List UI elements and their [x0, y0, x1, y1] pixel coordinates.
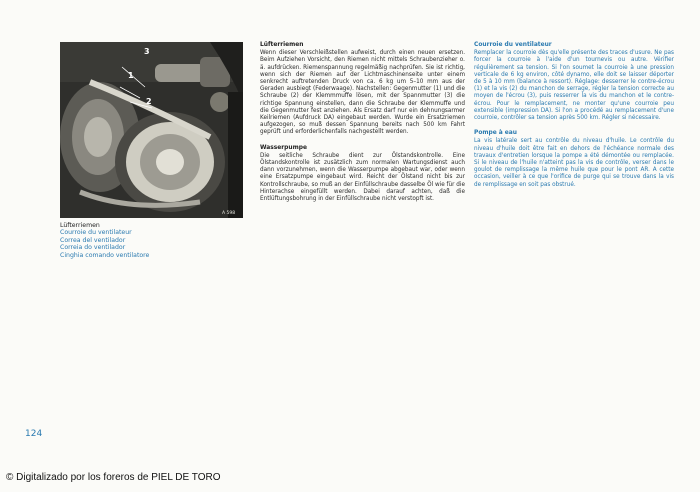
german-section-heading: Lüfterriemen [260, 42, 304, 48]
engine-photo [60, 42, 243, 218]
french-column [474, 42, 674, 192]
caption-line-french: Courroie du ventilateur [60, 229, 132, 237]
french-section-text: Remplacer la courroie dès qu'elle présente des traces d'usure. Ne pas forcer la courroie à l'aide d'un tournevis ou autre. Vérifier régulièrement sa tension. Si l'on soumet la courroie à une pression verticale de 6 kg environ, côté dynamo, elle doit se laisser déporter de 5 à 10 mm (balance à ressort). Réglage: desserrer le contre-écrou (1) et la vis (2) du manchon de serrage, régler la tension correcte au moyen de l'écrou (3), puis resserrer la vis du manchon et le contre-écrou. Pour le remplacement, ne monter qu'une courroie peu extensible (impression DA). Si l'on a procédé au remplacement d'une courroie, contrôler sa tension après 500 km. Régler si nécessaire. [474, 50, 674, 122]
photo-ref-code: A 598 [222, 211, 236, 216]
scan-credit: © Digitalizado por los foreros de PIEL DE TORO [6, 472, 221, 483]
french-section-heading: Courroie du ventilateur [474, 42, 552, 48]
callout-label: 1 [128, 71, 134, 80]
page-number: 124 [25, 429, 43, 439]
german-section-heading: Wasserpumpe [260, 144, 307, 151]
caption-line-italian: Cinghia comando ventilatore [60, 251, 150, 259]
callout-label: 3 [144, 47, 150, 56]
french-section-text: La vis latérale sert au contrôle du niveau d'huile. Le contrôle du niveau d'huile doit être fait en dehors de l'échéance normale des travaux d'entretien lorsque la pompe a été démontée ou remplacée. Si le niveau de l'huile n'atteint pas la vis de contrôle, verser dans le goulot de remplissage la même huile que pour le pont AR. A cette occasion, veiller à ce que l'orifice de purge qui se trouve dans la vis de remplissage en soit pas obstrué. [474, 138, 674, 188]
german-column [260, 42, 465, 206]
figure-caption [60, 222, 250, 259]
german-section-text: Wenn dieser Verschleißstellen aufweist, durch einen neuen ersetzen. Beim Aufziehen Vorsicht, den Riemen nicht mittels Schraubenzieher o. ä. aufdrücken. Riemenspannung regelmäßig nachprüfen. Sie ist richtig, wenn sich der Riemen auf der Lichtmaschinenseite unter einem senkrecht auftretenden Druck von ca. 6 kg um 5–10 mm aus der Geraden ausbiegt (Federwaage). Nachstellen: Gegenmutter (1) und die Schraube (2) der Klemmmuffe lösen, mit der Spannmutter (3) die richtige Spannung einstellen, dann die Schraube der Klemmuffe und die Gegenmutter fest anziehen. Als Ersatz darf nur ein dehnungsarmer Keilriemen (Aufdruck DA) eingebaut werden. Wurde ein Ersatzriemen aufgezogen, so muß dessen Spannung bereits nach 500 km Fahrt geprüft und erforderlichenfalls nachgestellt werden. [260, 50, 465, 136]
french-section-heading: Pompe à eau [474, 130, 517, 137]
engine-illustration [60, 42, 243, 218]
caption-line-portuguese: Correia do ventilador [60, 244, 126, 252]
caption-line-german: Lüfterriemen [60, 222, 100, 229]
german-section-text: Die seitliche Schraube dient zur Ölstandskontrolle. Eine Ölstandskontrolle ist zusätzlich zum normalen Wartungsdienst auch dann vorzunehmen, wenn die Wasserpumpe abgebaut war, oder wenn eine Ersatzpumpe eingebaut wird. Reicht der Ölstand nicht bis zur Kontrollschraube, so muß an der Einfüllschraube dasselbe Öl wie für die Hinterachse eingefüllt werden. Dabei darauf achten, daß die Entlüftungsbohrung in der Einfüllschraube nicht verstopft ist. [260, 152, 465, 203]
caption-line-spanish: Correa del ventilador [60, 236, 126, 244]
callout-label: 2 [146, 97, 152, 106]
